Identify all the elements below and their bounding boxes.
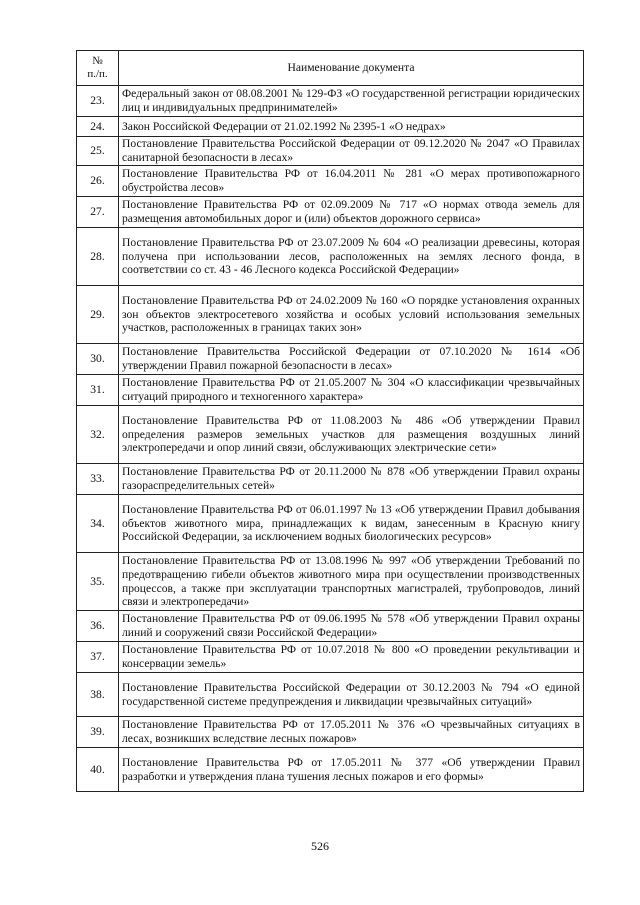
document-name: Постановление Правительства Российской Федерации от 07.10.2020 № 1614 «Об утверждении Правил пожарной безопасности в лесах» [119,344,584,375]
row-number: 39. [77,717,119,748]
row-number: 40. [77,748,119,792]
row-number: 30. [77,344,119,375]
document-name: Постановление Правительства РФ от 24.02.2009 № 160 «О порядке установления охранных зон объектов электросетевого хозяйства и особых условий использования земельных участков, расположенных в границах таких зон» [119,286,584,344]
document-name: Постановление Правительства РФ от 11.08.2003 № 486 «Об утверждении Правил определения размеров земельных участков для размещения воздушных линий электропередачи и опор линий связи, обслуживающих электрические сети» [119,406,584,464]
document-name: Постановление Правительства РФ от 21.05.2007 № 304 «О классификации чрезвычайных ситуаций природного и техногенного характера» [119,375,584,406]
header-document-name: Наименование документа [119,51,584,86]
table-row [77,717,584,748]
document-name: Постановление Правительства РФ от 20.11.2000 № 878 «Об утверждении Правил охраны газораспределительных сетей» [119,464,584,495]
header-number-abbr: п./п. [87,68,108,80]
table-row [77,611,584,642]
document-name: Постановление Правительства РФ от 09.06.1995 № 578 «Об утверждении Правил охраны линий и сооружений связи Российской Федерации» [119,611,584,642]
row-number: 34. [77,495,119,553]
document-name: Закон Российской Федерации от 21.02.1992 № 2395-1 «О недрах» [119,117,584,137]
table-row [77,137,584,166]
row-number: 27. [77,197,119,228]
table-row [77,166,584,197]
row-number: 36. [77,611,119,642]
documents-table [76,50,584,792]
row-number: 23. [77,86,119,117]
document-name: Постановление Правительства РФ от 16.04.2011 № 281 «О мерах противопожарного обустройства лесов» [119,166,584,197]
table-row [77,464,584,495]
row-number: 25. [77,137,119,166]
row-number: 26. [77,166,119,197]
table-row [77,286,584,344]
row-number: 33. [77,464,119,495]
table-row [77,375,584,406]
document-name: Постановление Правительства РФ от 23.07.2009 № 604 «О реализации древесины, которая получена при использовании лесов, расположенных на землях лесного фонда, в соответствии со ст. 43 - 46 Лесного кодекса Российской Федерации» [119,228,584,286]
document-name: Постановление Правительства Российской Федерации от 30.12.2003 № 794 «О единой государственной системе предупреждения и ликвидации чрезвычайных ситуаций» [119,673,584,717]
table-row [77,642,584,673]
row-number: 38. [77,673,119,717]
table-row [77,228,584,286]
document-name: Постановление Правительства РФ от 10.07.2018 № 800 «О проведении рекультивации и консервации земель» [119,642,584,673]
table-row [77,495,584,553]
row-number: 28. [77,228,119,286]
table-row [77,553,584,611]
header-number-symbol: № [92,55,103,67]
page-number: 526 [311,839,329,853]
table-row [77,673,584,717]
row-number: 24. [77,117,119,137]
table-row [77,344,584,375]
table-row [77,86,584,117]
document-name: Постановление Правительства РФ от 02.09.2009 № 717 «О нормах отвода земель для размещения автомобильных дорог и (или) объектов дорожного сервиса» [119,197,584,228]
row-number: 35. [77,553,119,611]
document-name: Постановление Правительства Российской Федерации от 09.12.2020 № 2047 «О Правилах санитарной безопасности в лесах» [119,137,584,166]
table-row [77,117,584,137]
row-number: 29. [77,286,119,344]
document-name: Постановление Правительства РФ от 13.08.1996 № 997 «Об утверждении Требований по предотвращению гибели объектов животного мира при осуществлении производственных процессов, а также при эксплуатации транспортных магистралей, трубопроводов, линий связи и электропередачи» [119,553,584,611]
row-number: 31. [77,375,119,406]
table-header-row [77,51,584,86]
table-row [77,406,584,464]
row-number: 32. [77,406,119,464]
document-name: Постановление Правительства РФ от 17.05.2011 № 376 «О чрезвычайных ситуациях в лесах, возникших вследствие лесных пожаров» [119,717,584,748]
row-number: 37. [77,642,119,673]
document-name: Постановление Правительства РФ от 17.05.2011 № 377 «Об утверждении Правил разработки и утверждения плана тушения лесных пожаров и его формы» [119,748,584,792]
table-row [77,748,584,792]
document-name: Постановление Правительства РФ от 06.01.1997 № 13 «Об утверждении Правил добывания объектов животного мира, принадлежащих к видам, занесенным в Красную книгу Российской Федерации, за исключением водных биологических ресурсов» [119,495,584,553]
table-row [77,197,584,228]
document-name: Федеральный закон от 08.08.2001 № 129-ФЗ «О государственной регистрации юридических лиц и индивидуальных предпринимателей» [119,86,584,117]
header-number [77,51,119,86]
